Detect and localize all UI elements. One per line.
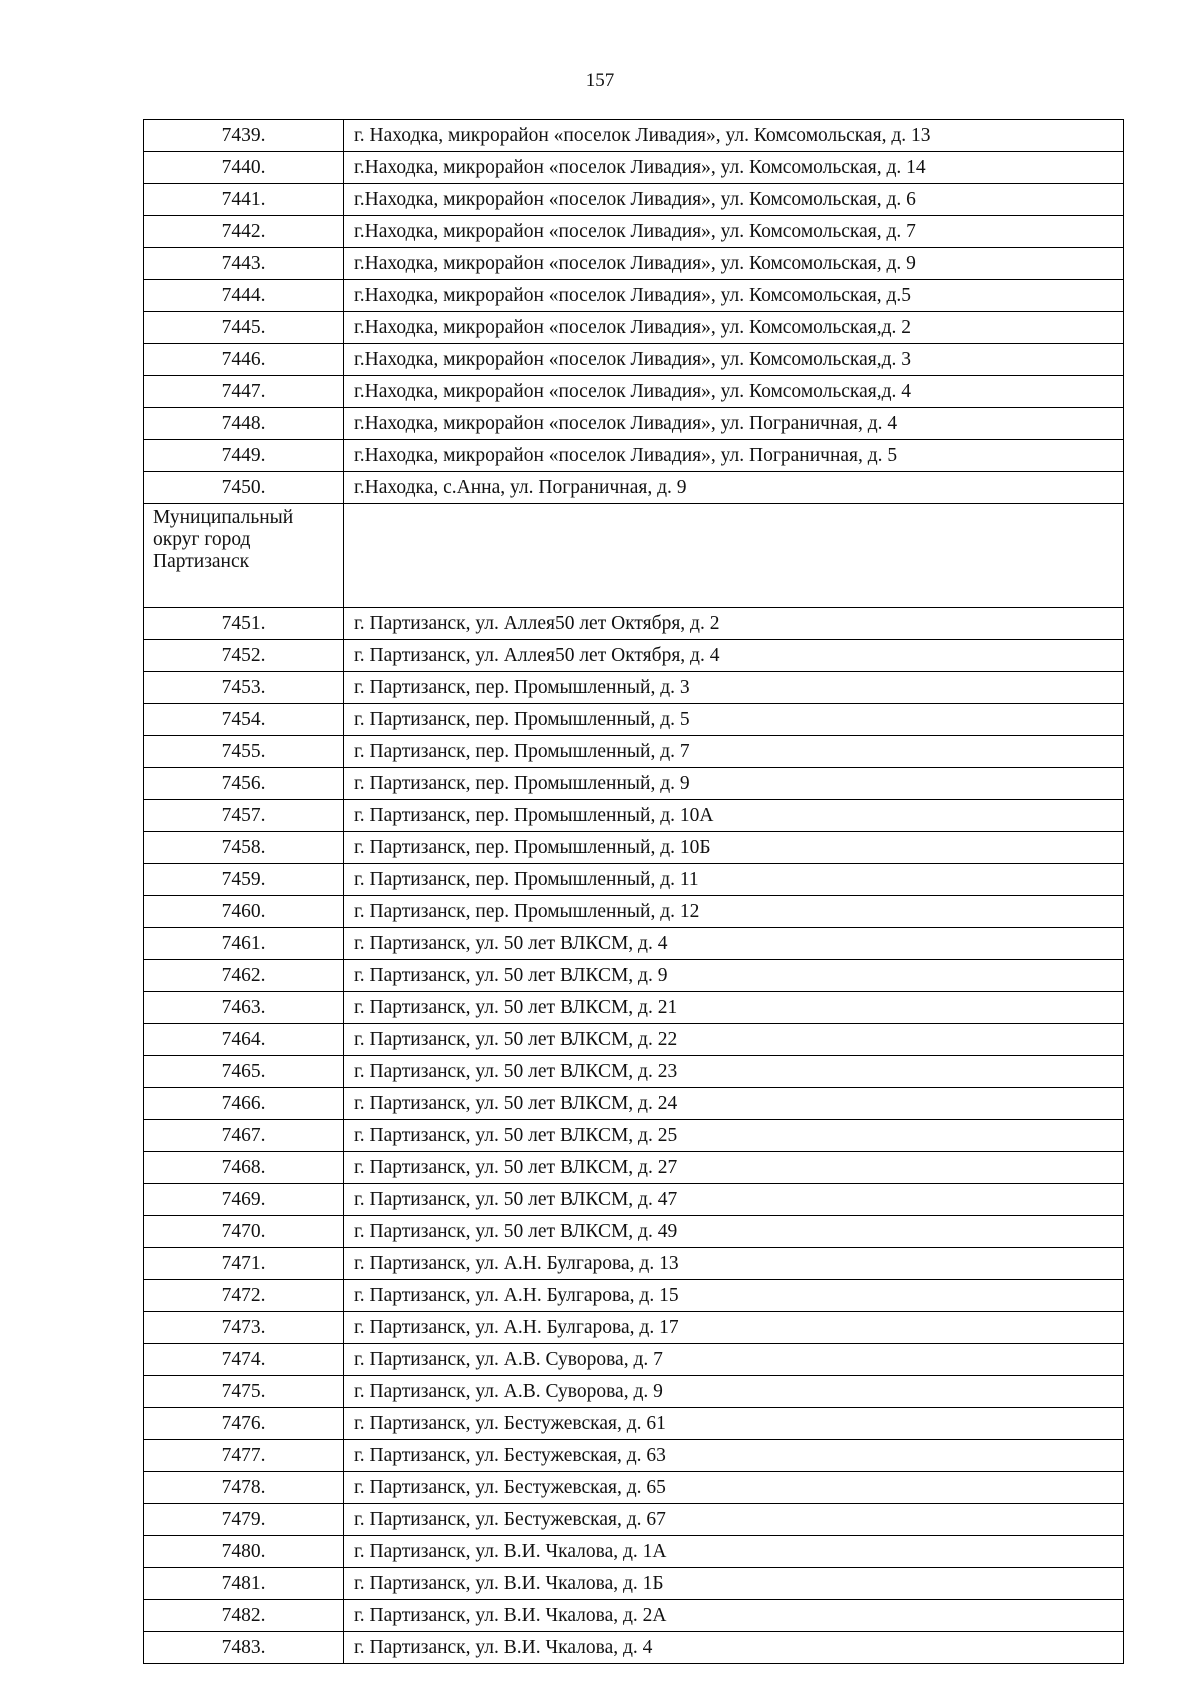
row-number: 7448. bbox=[144, 408, 344, 440]
row-number: 7450. bbox=[144, 472, 344, 504]
row-number: 7476. bbox=[144, 1408, 344, 1440]
table-row bbox=[144, 1472, 1124, 1504]
row-address: г. Партизанск, пер. Промышленный, д. 10А bbox=[344, 800, 1124, 832]
row-number: 7475. bbox=[144, 1376, 344, 1408]
row-address: г.Находка, микрорайон «поселок Ливадия», ул. Комсомольская, д. 7 bbox=[344, 216, 1124, 248]
row-address: г.Находка, микрорайон «поселок Ливадия», ул. Пограничная, д. 4 bbox=[344, 408, 1124, 440]
table-row bbox=[144, 608, 1124, 640]
row-address: г. Партизанск, ул. Бестужевская, д. 67 bbox=[344, 1504, 1124, 1536]
table-row bbox=[144, 992, 1124, 1024]
row-address: г. Партизанск, пер. Промышленный, д. 11 bbox=[344, 864, 1124, 896]
row-address: г. Партизанск, ул. 50 лет ВЛКСМ, д. 49 bbox=[344, 1216, 1124, 1248]
section-title: Муниципальный округ город Партизанск bbox=[144, 504, 344, 608]
table-row bbox=[144, 832, 1124, 864]
row-number: 7459. bbox=[144, 864, 344, 896]
row-number: 7441. bbox=[144, 184, 344, 216]
table-row bbox=[144, 1056, 1124, 1088]
row-number: 7462. bbox=[144, 960, 344, 992]
row-address: г. Партизанск, ул. 50 лет ВЛКСМ, д. 4 bbox=[344, 928, 1124, 960]
table-row bbox=[144, 1568, 1124, 1600]
table-row bbox=[144, 440, 1124, 472]
row-number: 7467. bbox=[144, 1120, 344, 1152]
row-number: 7481. bbox=[144, 1568, 344, 1600]
row-number: 7455. bbox=[144, 736, 344, 768]
row-number: 7469. bbox=[144, 1184, 344, 1216]
row-address: г. Партизанск, ул. Бестужевская, д. 65 bbox=[344, 1472, 1124, 1504]
row-number: 7458. bbox=[144, 832, 344, 864]
table-row bbox=[144, 1408, 1124, 1440]
row-address: г. Партизанск, ул. А.Н. Булгарова, д. 13 bbox=[344, 1248, 1124, 1280]
table-row bbox=[144, 704, 1124, 736]
row-number: 7453. bbox=[144, 672, 344, 704]
row-address: г. Партизанск, пер. Промышленный, д. 3 bbox=[344, 672, 1124, 704]
row-address: г. Партизанск, ул. В.И. Чкалова, д. 1А bbox=[344, 1536, 1124, 1568]
row-address: г. Партизанск, ул. А.Н. Булгарова, д. 17 bbox=[344, 1312, 1124, 1344]
table-row bbox=[144, 1280, 1124, 1312]
table-row bbox=[144, 672, 1124, 704]
table-row bbox=[144, 1536, 1124, 1568]
table-row bbox=[144, 344, 1124, 376]
section-row bbox=[144, 504, 1124, 608]
row-number: 7478. bbox=[144, 1472, 344, 1504]
table-row bbox=[144, 1120, 1124, 1152]
row-address: г.Находка, микрорайон «поселок Ливадия», ул. Пограничная, д. 5 bbox=[344, 440, 1124, 472]
row-address: г.Находка, микрорайон «поселок Ливадия», ул. Комсомольская,д. 2 bbox=[344, 312, 1124, 344]
table-row bbox=[144, 280, 1124, 312]
table-row bbox=[144, 1632, 1124, 1664]
row-number: 7465. bbox=[144, 1056, 344, 1088]
row-address: г. Партизанск, пер. Промышленный, д. 10Б bbox=[344, 832, 1124, 864]
row-address: г. Партизанск, ул. Аллея50 лет Октября, д. 2 bbox=[344, 608, 1124, 640]
row-number: 7464. bbox=[144, 1024, 344, 1056]
table-row bbox=[144, 1440, 1124, 1472]
table-row bbox=[144, 768, 1124, 800]
row-number: 7451. bbox=[144, 608, 344, 640]
row-address: г. Партизанск, ул. Аллея50 лет Октября, д. 4 bbox=[344, 640, 1124, 672]
table-row bbox=[144, 1248, 1124, 1280]
row-number: 7449. bbox=[144, 440, 344, 472]
row-number: 7456. bbox=[144, 768, 344, 800]
row-number: 7473. bbox=[144, 1312, 344, 1344]
row-address: г.Находка, микрорайон «поселок Ливадия», ул. Комсомольская,д. 3 bbox=[344, 344, 1124, 376]
row-address: г.Находка, микрорайон «поселок Ливадия», ул. Комсомольская, д. 6 bbox=[344, 184, 1124, 216]
table-row bbox=[144, 928, 1124, 960]
row-address: г. Партизанск, ул. В.И. Чкалова, д. 2А bbox=[344, 1600, 1124, 1632]
row-address: г. Находка, микрорайон «поселок Ливадия», ул. Комсомольская, д. 13 bbox=[344, 120, 1124, 152]
row-address: г. Партизанск, ул. В.И. Чкалова, д. 1Б bbox=[344, 1568, 1124, 1600]
row-number: 7443. bbox=[144, 248, 344, 280]
row-address: г.Находка, с.Анна, ул. Пограничная, д. 9 bbox=[344, 472, 1124, 504]
row-number: 7444. bbox=[144, 280, 344, 312]
address-table-body bbox=[144, 120, 1124, 1664]
row-number: 7442. bbox=[144, 216, 344, 248]
table-row bbox=[144, 1344, 1124, 1376]
row-number: 7457. bbox=[144, 800, 344, 832]
row-number: 7472. bbox=[144, 1280, 344, 1312]
row-address: г. Партизанск, ул. 50 лет ВЛКСМ, д. 22 bbox=[344, 1024, 1124, 1056]
table-row bbox=[144, 1216, 1124, 1248]
row-number: 7466. bbox=[144, 1088, 344, 1120]
table-row bbox=[144, 1504, 1124, 1536]
row-address: г. Партизанск, ул. Бестужевская, д. 61 bbox=[344, 1408, 1124, 1440]
row-address: г. Партизанск, ул. 50 лет ВЛКСМ, д. 24 bbox=[344, 1088, 1124, 1120]
row-number: 7480. bbox=[144, 1536, 344, 1568]
section-address bbox=[344, 504, 1124, 608]
row-number: 7454. bbox=[144, 704, 344, 736]
table-row bbox=[144, 736, 1124, 768]
table-row bbox=[144, 640, 1124, 672]
page-number: 157 bbox=[585, 70, 615, 91]
row-number: 7468. bbox=[144, 1152, 344, 1184]
table-row bbox=[144, 896, 1124, 928]
row-address: г. Партизанск, ул. 50 лет ВЛКСМ, д. 47 bbox=[344, 1184, 1124, 1216]
table-row bbox=[144, 376, 1124, 408]
row-number: 7460. bbox=[144, 896, 344, 928]
row-address: г. Партизанск, ул. 50 лет ВЛКСМ, д. 25 bbox=[344, 1120, 1124, 1152]
table-row bbox=[144, 1152, 1124, 1184]
row-number: 7439. bbox=[144, 120, 344, 152]
table-row bbox=[144, 408, 1124, 440]
row-number: 7446. bbox=[144, 344, 344, 376]
row-address: г.Находка, микрорайон «поселок Ливадия», ул. Комсомольская, д.5 bbox=[344, 280, 1124, 312]
table-row bbox=[144, 1600, 1124, 1632]
row-address: г. Партизанск, ул. В.И. Чкалова, д. 4 bbox=[344, 1632, 1124, 1664]
table-row bbox=[144, 1376, 1124, 1408]
table-row bbox=[144, 1024, 1124, 1056]
table-row bbox=[144, 184, 1124, 216]
row-number: 7445. bbox=[144, 312, 344, 344]
row-number: 7483. bbox=[144, 1632, 344, 1664]
row-number: 7470. bbox=[144, 1216, 344, 1248]
row-number: 7479. bbox=[144, 1504, 344, 1536]
table-row bbox=[144, 312, 1124, 344]
row-address: г. Партизанск, ул. Бестужевская, д. 63 bbox=[344, 1440, 1124, 1472]
row-address: г.Находка, микрорайон «поселок Ливадия», ул. Комсомольская, д. 14 bbox=[344, 152, 1124, 184]
address-table bbox=[143, 119, 1124, 1664]
table-row bbox=[144, 120, 1124, 152]
row-address: г.Находка, микрорайон «поселок Ливадия», ул. Комсомольская,д. 4 bbox=[344, 376, 1124, 408]
row-address: г. Партизанск, ул. А.Н. Булгарова, д. 15 bbox=[344, 1280, 1124, 1312]
row-address: г. Партизанск, ул. 50 лет ВЛКСМ, д. 27 bbox=[344, 1152, 1124, 1184]
table-row bbox=[144, 1184, 1124, 1216]
row-address: г. Партизанск, пер. Промышленный, д. 12 bbox=[344, 896, 1124, 928]
row-number: 7452. bbox=[144, 640, 344, 672]
row-number: 7471. bbox=[144, 1248, 344, 1280]
row-address: г. Партизанск, пер. Промышленный, д. 7 bbox=[344, 736, 1124, 768]
table-row bbox=[144, 216, 1124, 248]
row-address: г. Партизанск, ул. 50 лет ВЛКСМ, д. 23 bbox=[344, 1056, 1124, 1088]
table-row bbox=[144, 248, 1124, 280]
row-number: 7463. bbox=[144, 992, 344, 1024]
row-number: 7474. bbox=[144, 1344, 344, 1376]
table-row bbox=[144, 152, 1124, 184]
row-address: г.Находка, микрорайон «поселок Ливадия», ул. Комсомольская, д. 9 bbox=[344, 248, 1124, 280]
row-address: г. Партизанск, пер. Промышленный, д. 9 bbox=[344, 768, 1124, 800]
table-row bbox=[144, 472, 1124, 504]
row-address: г. Партизанск, ул. А.В. Суворова, д. 9 bbox=[344, 1376, 1124, 1408]
row-address: г. Партизанск, ул. А.В. Суворова, д. 7 bbox=[344, 1344, 1124, 1376]
table-row bbox=[144, 1088, 1124, 1120]
row-number: 7482. bbox=[144, 1600, 344, 1632]
row-address: г. Партизанск, ул. 50 лет ВЛКСМ, д. 9 bbox=[344, 960, 1124, 992]
table-row bbox=[144, 864, 1124, 896]
row-address: г. Партизанск, ул. 50 лет ВЛКСМ, д. 21 bbox=[344, 992, 1124, 1024]
table-row bbox=[144, 800, 1124, 832]
table-row bbox=[144, 1312, 1124, 1344]
table-row bbox=[144, 960, 1124, 992]
row-number: 7440. bbox=[144, 152, 344, 184]
row-number: 7461. bbox=[144, 928, 344, 960]
row-address: г. Партизанск, пер. Промышленный, д. 5 bbox=[344, 704, 1124, 736]
row-number: 7477. bbox=[144, 1440, 344, 1472]
row-number: 7447. bbox=[144, 376, 344, 408]
